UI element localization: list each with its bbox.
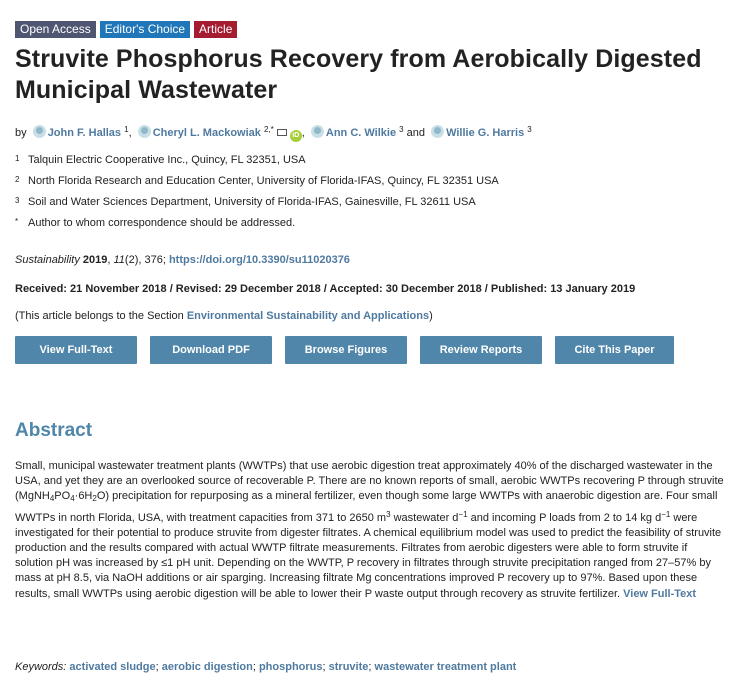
article-badges (15, 21, 237, 38)
abstract-subscript: 4 (70, 494, 75, 504)
abstract-part: PO (54, 490, 71, 503)
article-type-badge: Article (194, 21, 237, 38)
journal-name: Sustainability (15, 254, 80, 266)
publication-dates: Received: 21 November 2018 / Revised: 29 December 2018 / Accepted: 30 December 2018 / Published: 13 January 2019 (15, 283, 636, 295)
affiliation-text: Author to whom correspondence should be addressed. (28, 217, 296, 229)
view-full-text-button[interactable]: View Full-Text (15, 336, 137, 364)
section-prefix: (This article belongs to the Section (15, 310, 184, 322)
abstract-heading: Abstract (15, 420, 93, 441)
citation-line: Sustainability 2019, 11(2), 376; https://doi.org/10.3390/su11020376 (15, 254, 350, 266)
abstract-superscript: −1 (661, 509, 671, 519)
citation-year: 2019 (82, 254, 108, 266)
keyword-link[interactable]: phosphorus (258, 661, 323, 673)
section-info (15, 309, 433, 323)
doi-link[interactable]: https://doi.org/10.3390/su11020376 (168, 254, 350, 266)
citation-volume: 11 (113, 254, 125, 266)
author-affil-sup: 2,* (263, 125, 274, 134)
affiliation-item (15, 153, 499, 174)
open-access-badge[interactable]: Open Access (15, 21, 96, 38)
author-affil-sup: 1 (124, 125, 129, 134)
author-link-mackowiak[interactable]: Cheryl L. Mackowiak (152, 127, 261, 139)
orcid-icon[interactable]: iD (290, 130, 302, 142)
editors-choice-badge[interactable]: Editor's Choice (100, 21, 190, 38)
keyword-link[interactable]: wastewater treatment plant (374, 661, 517, 673)
abstract-view-full-text-link[interactable]: View Full-Text (623, 587, 697, 600)
affiliation-item (15, 195, 499, 216)
keyword-link[interactable]: aerobic digestion (161, 661, 253, 673)
browse-figures-button[interactable]: Browse Figures (285, 336, 407, 364)
author-avatar-icon (431, 125, 444, 138)
section-suffix: ) (429, 310, 433, 322)
affiliation-text: Talquin Electric Cooperative Inc., Quincy, FL 32351, USA (28, 154, 306, 166)
affiliation-text: Soil and Water Sciences Department, University of Florida-IFAS, Gainesville, FL 32611 USA (28, 196, 476, 208)
affiliation-text: North Florida Research and Education Center, University of Florida-IFAS, Quincy, FL 32351 USA (28, 175, 499, 187)
abstract-subscript: 4 (49, 494, 55, 504)
author-affil-sup: 3 (527, 125, 532, 134)
citation-issue-pages: (2), 376; (124, 254, 166, 266)
keyword-link[interactable]: struvite (328, 661, 369, 673)
review-reports-button[interactable]: Review Reports (420, 336, 542, 364)
affiliation-number: 2 (15, 175, 20, 184)
abstract-part: and incoming P loads from 2 to 14 kg d (467, 511, 662, 524)
author-link-wilkie[interactable]: Ann C. Wilkie (325, 127, 397, 139)
author-separator: , (301, 127, 305, 139)
author-list (15, 121, 532, 142)
abstract-part: wastewater d (390, 511, 459, 524)
abstract-subscript: 2 (92, 494, 97, 504)
author-avatar-icon (33, 125, 46, 138)
download-pdf-button[interactable]: Download PDF (150, 336, 272, 364)
abstract-part: were investigated for their potential to produce struvite from digester filtrates. A chemical equilibrium model was used to predict the feasibility of struvite production and the results compared with actual WWTP filtrate measurements. Filtrates from aerobic digesters were able to form struvite if solution pH was increased by ≤1 pH unit. Depending on the WWTP, P recovery in filtrates through struvite precipitation ranged from 27–57% by mass at pH 8.5, via NaOH additions or air sparging. Increasing filtrate Mg concentrations improved P recovery up to 97%. Based upon these results, small WWTPs using aerobic digestion will be able to lower their P waste output through recovery as struvite fertilizer. (15, 511, 722, 600)
abstract-superscript: −1 (458, 509, 468, 519)
mail-icon[interactable] (277, 129, 287, 136)
abstract-part: Small, municipal wastewater treatment plants (WWTPs) that use aerobic digestion treat approximately 40% of the discharged wastewater in the USA, and yet they are an overlooked source of recoverable P. There are no known reports of small, aerobic WWTPs recovering P through struvite (MgNH (15, 460, 724, 503)
keyword-link[interactable]: activated sludge (69, 661, 156, 673)
author-affil-sup: 3 (399, 125, 404, 134)
author-link-hallas[interactable]: John F. Hallas (47, 127, 122, 139)
affiliation-item (15, 174, 499, 195)
abstract-superscript: 3 (386, 509, 391, 519)
affiliation-item (15, 216, 499, 237)
affiliation-number: 1 (15, 154, 20, 163)
by-label: by (15, 127, 27, 139)
keywords-line: Keywords: activated sludge; aerobic digestion; phosphorus; struvite; wastewater treatment plant (15, 661, 517, 673)
action-buttons (15, 336, 674, 364)
cite-this-paper-button[interactable]: Cite This Paper (555, 336, 674, 364)
affiliation-number: 3 (15, 196, 20, 205)
author-link-harris[interactable]: Willie G. Harris (446, 127, 525, 139)
author-separator: and (406, 127, 426, 139)
author-avatar-icon (311, 125, 324, 138)
author-separator: , (128, 127, 132, 139)
abstract-text (15, 459, 727, 602)
affiliations (15, 153, 499, 237)
section-link[interactable]: Environmental Sustainability and Applications (186, 310, 430, 322)
article-title: Struvite Phosphorus Recovery from Aerobically Digested Municipal Wastewater (15, 45, 702, 104)
affiliation-number: * (15, 217, 19, 226)
keywords-label: Keywords: (15, 661, 67, 673)
abstract-part: ·6H (74, 490, 93, 503)
abstract-part: O) precipitation for repurposing as a mineral fertilizer, even though some large WWTPs with anaerobic digestion are. Four small WWTPs in north Florida, USA, with treatment capacities from 371 to 2650 m (15, 490, 718, 524)
author-avatar-icon (138, 125, 151, 138)
